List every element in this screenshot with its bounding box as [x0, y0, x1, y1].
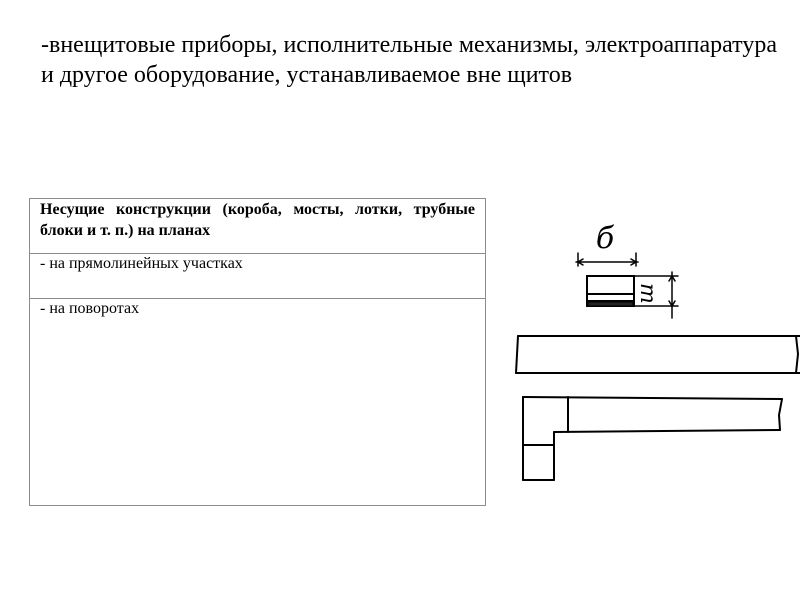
- turn-section-symbol: [523, 397, 782, 480]
- table-row: [30, 254, 486, 299]
- row-turn-label: - на поворотах: [30, 299, 486, 506]
- table-header-row: [30, 199, 486, 254]
- tray-cross-section-symbol: [576, 221, 678, 318]
- intro-text: -внещитовые приборы, исполнительные механизмы, электроаппаратура и другое оборудование, устанавливаемое вне щитов: [41, 32, 777, 88]
- table-header-text: Несущие конструкции (короба, мосты, лотки, трубные блоки и т. п.) на планах: [40, 201, 475, 239]
- symbols-table: [29, 198, 486, 506]
- table-row: [30, 299, 486, 506]
- row-straight-label: - на прямолинейных участках: [30, 254, 486, 299]
- dim-width-label: б: [595, 221, 615, 256]
- dim-height-label: m: [635, 283, 660, 304]
- table-header-cell: [30, 199, 486, 254]
- straight-section-symbol: [516, 336, 800, 373]
- symbol-drawings: [500, 210, 800, 500]
